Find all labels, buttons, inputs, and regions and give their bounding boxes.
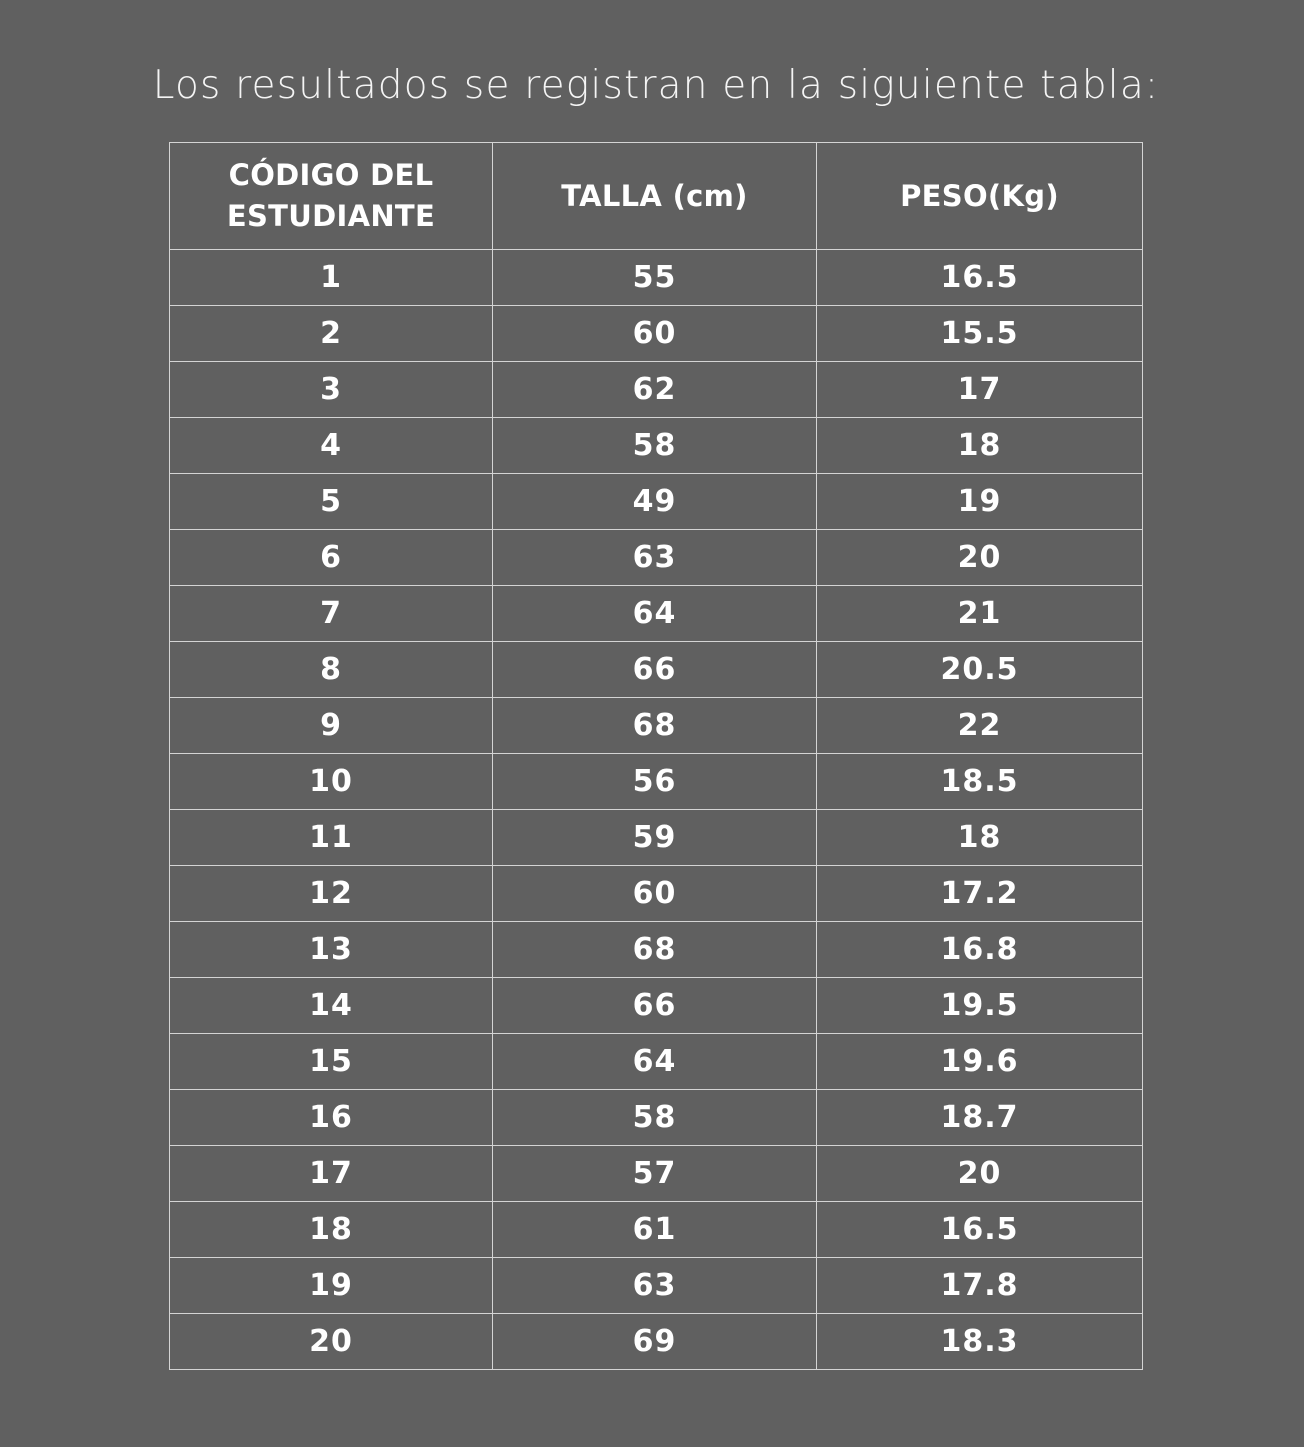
cell-student-code: 5: [170, 474, 493, 530]
cell-student-code: 10: [170, 754, 493, 810]
table-row: [170, 698, 1143, 754]
cell-weight: 18.5: [817, 754, 1143, 810]
cell-height: 64: [493, 1034, 817, 1090]
cell-student-code: 6: [170, 530, 493, 586]
cell-height: 60: [493, 306, 817, 362]
cell-student-code: 19: [170, 1258, 493, 1314]
table-row: [170, 1314, 1143, 1370]
cell-weight: 19.5: [817, 978, 1143, 1034]
cell-height: 68: [493, 922, 817, 978]
cell-weight: 18.7: [817, 1090, 1143, 1146]
cell-student-code: 13: [170, 922, 493, 978]
table-row: [170, 1202, 1143, 1258]
header-height: TALLA (cm): [493, 143, 817, 250]
cell-weight: 19.6: [817, 1034, 1143, 1090]
cell-weight: 17.8: [817, 1258, 1143, 1314]
cell-student-code: 4: [170, 418, 493, 474]
table-body: [170, 250, 1143, 1370]
table-header-row: [170, 143, 1143, 250]
cell-student-code: 9: [170, 698, 493, 754]
table-row: [170, 978, 1143, 1034]
cell-height: 60: [493, 866, 817, 922]
cell-height: 69: [493, 1314, 817, 1370]
cell-height: 57: [493, 1146, 817, 1202]
table-row: [170, 866, 1143, 922]
cell-student-code: 12: [170, 866, 493, 922]
cell-height: 62: [493, 362, 817, 418]
cell-student-code: 7: [170, 586, 493, 642]
cell-weight: 21: [817, 586, 1143, 642]
header-student-code: [170, 143, 493, 250]
cell-weight: 16.5: [817, 250, 1143, 306]
cell-height: 55: [493, 250, 817, 306]
header-weight: PESO(Kg): [817, 143, 1143, 250]
cell-height: 64: [493, 586, 817, 642]
cell-student-code: 2: [170, 306, 493, 362]
cell-height: 66: [493, 978, 817, 1034]
cell-height: 61: [493, 1202, 817, 1258]
cell-height: 66: [493, 642, 817, 698]
cell-weight: 18: [817, 810, 1143, 866]
student-data-table: [169, 142, 1143, 1370]
cell-height: 68: [493, 698, 817, 754]
table-row: [170, 1090, 1143, 1146]
cell-weight: 19: [817, 474, 1143, 530]
table-row: [170, 418, 1143, 474]
cell-height: 58: [493, 418, 817, 474]
table-row: [170, 642, 1143, 698]
cell-weight: 20: [817, 1146, 1143, 1202]
intro-text: Los resultados se registran en la siguiente tabla:: [152, 63, 1160, 108]
cell-student-code: 3: [170, 362, 493, 418]
cell-weight: 15.5: [817, 306, 1143, 362]
table-row: [170, 530, 1143, 586]
cell-height: 63: [493, 1258, 817, 1314]
cell-weight: 17: [817, 362, 1143, 418]
cell-height: 49: [493, 474, 817, 530]
table-row: [170, 1034, 1143, 1090]
cell-height: 63: [493, 530, 817, 586]
table-row: [170, 474, 1143, 530]
cell-weight: 18: [817, 418, 1143, 474]
cell-student-code: 14: [170, 978, 493, 1034]
cell-weight: 22: [817, 698, 1143, 754]
cell-height: 58: [493, 1090, 817, 1146]
table-row: [170, 306, 1143, 362]
cell-student-code: 15: [170, 1034, 493, 1090]
cell-weight: 20: [817, 530, 1143, 586]
cell-student-code: 8: [170, 642, 493, 698]
table-row: [170, 810, 1143, 866]
cell-height: 56: [493, 754, 817, 810]
cell-student-code: 16: [170, 1090, 493, 1146]
table-row: [170, 362, 1143, 418]
table-row: [170, 250, 1143, 306]
cell-weight: 16.5: [817, 1202, 1143, 1258]
cell-weight: 16.8: [817, 922, 1143, 978]
table-row: [170, 922, 1143, 978]
cell-student-code: 1: [170, 250, 493, 306]
cell-weight: 18.3: [817, 1314, 1143, 1370]
cell-height: 59: [493, 810, 817, 866]
header-student-code-line1: CÓDIGO DEL: [228, 158, 434, 192]
table-row: [170, 1258, 1143, 1314]
cell-student-code: 18: [170, 1202, 493, 1258]
header-student-code-line2: ESTUDIANTE: [226, 199, 436, 233]
table-row: [170, 1146, 1143, 1202]
cell-student-code: 17: [170, 1146, 493, 1202]
table-row: [170, 754, 1143, 810]
cell-weight: 20.5: [817, 642, 1143, 698]
cell-student-code: 11: [170, 810, 493, 866]
table-row: [170, 586, 1143, 642]
cell-student-code: 20: [170, 1314, 493, 1370]
cell-weight: 17.2: [817, 866, 1143, 922]
